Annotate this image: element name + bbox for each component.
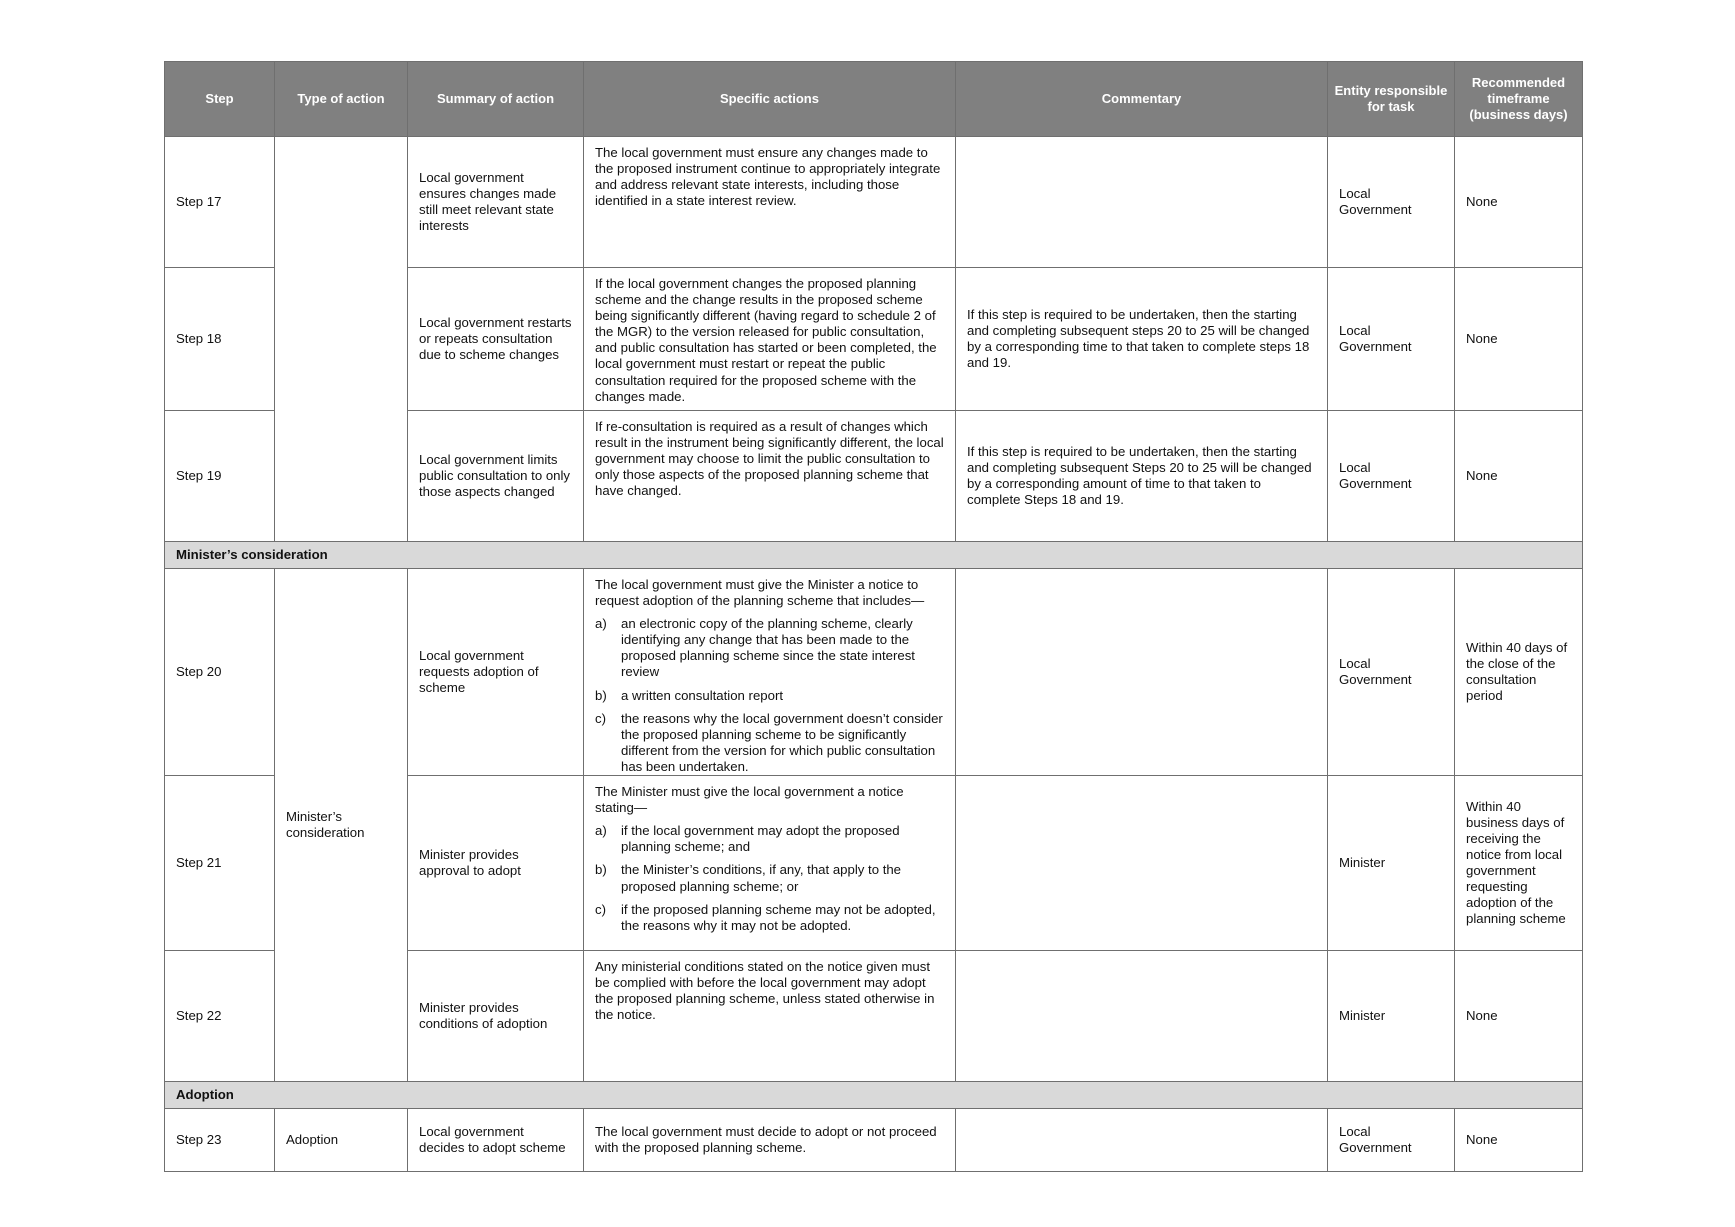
specific-list xyxy=(595,823,944,934)
header-summary: Summary of action xyxy=(408,62,584,137)
step-cell: Step 23 xyxy=(165,1109,275,1172)
summary-cell: Local government ensures changes made still meet relevant state interests xyxy=(408,137,584,268)
step-cell: Step 17 xyxy=(165,137,275,268)
specific-list xyxy=(595,616,944,775)
list-label: a) xyxy=(595,616,607,632)
section-heading: Adoption xyxy=(165,1082,1583,1109)
timeframe-cell: None xyxy=(1455,411,1583,542)
commentary-cell xyxy=(956,776,1328,951)
entity-cell: Minister xyxy=(1328,951,1455,1082)
table-row xyxy=(165,137,1583,268)
list-label: c) xyxy=(595,710,606,726)
table-row xyxy=(165,569,1583,776)
commentary-cell xyxy=(956,569,1328,776)
type-of-action-cell: Adoption xyxy=(275,1109,408,1172)
list-item xyxy=(595,688,944,704)
entity-cell: Local Government xyxy=(1328,569,1455,776)
list-label: a) xyxy=(595,823,607,839)
section-row xyxy=(165,542,1583,569)
step-cell: Step 19 xyxy=(165,411,275,542)
summary-cell: Minister provides conditions of adoption xyxy=(408,951,584,1082)
header-specific-actions: Specific actions xyxy=(584,62,956,137)
summary-cell: Local government decides to adopt scheme xyxy=(408,1109,584,1172)
table-row xyxy=(165,1109,1583,1172)
planning-steps-table xyxy=(164,61,1583,1172)
timeframe-cell: None xyxy=(1455,951,1583,1082)
specific-intro: The Minister must give the local government a notice stating— xyxy=(595,784,904,816)
specific-actions-cell xyxy=(584,776,956,951)
type-of-action-cell xyxy=(275,137,408,542)
list-text: if the local government may adopt the proposed planning scheme; and xyxy=(621,823,900,855)
summary-cell: Local government restarts or repeats consultation due to scheme changes xyxy=(408,268,584,411)
type-of-action-cell: Minister’s consideration xyxy=(275,569,408,1082)
commentary-cell: If this step is required to be undertaken, then the starting and completing subsequent Steps 20 to 25 will be changed by a corresponding amount of time to that taken to complete Steps 18 and 19. xyxy=(956,411,1328,542)
entity-cell: Minister xyxy=(1328,776,1455,951)
commentary-cell xyxy=(956,1109,1328,1172)
timeframe-cell: None xyxy=(1455,137,1583,268)
step-cell: Step 22 xyxy=(165,951,275,1082)
section-heading: Minister’s consideration xyxy=(165,542,1583,569)
step-cell: Step 18 xyxy=(165,268,275,411)
summary-cell: Local government limits public consultation to only those aspects changed xyxy=(408,411,584,542)
summary-cell: Local government requests adoption of scheme xyxy=(408,569,584,776)
summary-cell: Minister provides approval to adopt xyxy=(408,776,584,951)
header-row xyxy=(165,62,1583,137)
specific-actions-cell: The local government must ensure any changes made to the proposed instrument continue to appropriately integrate and address relevant state interests, including those identified in a state interest review. xyxy=(584,137,956,268)
list-item xyxy=(595,862,944,894)
list-item xyxy=(595,711,944,775)
header-type-of-action: Type of action xyxy=(275,62,408,137)
list-label: b) xyxy=(595,862,607,878)
list-label: b) xyxy=(595,687,607,703)
specific-actions-cell: The local government must decide to adopt or not proceed with the proposed planning scheme. xyxy=(584,1109,956,1172)
list-text: a written consultation report xyxy=(621,687,783,703)
commentary-cell xyxy=(956,137,1328,268)
entity-cell: Local Government xyxy=(1328,411,1455,542)
entity-cell: Local Government xyxy=(1328,268,1455,411)
commentary-cell: If this step is required to be undertaken, then the starting and completing subsequent steps 20 to 25 will be changed by a corresponding time to that taken to complete steps 18 and 19. xyxy=(956,268,1328,411)
entity-cell: Local Government xyxy=(1328,1109,1455,1172)
timeframe-cell: Within 40 days of the close of the consultation period xyxy=(1455,569,1583,776)
commentary-cell xyxy=(956,951,1328,1082)
list-text: the reasons why the local government doesn’t consider the proposed planning scheme to be significantly different from the version for which public consultation has been undertaken. xyxy=(621,710,943,774)
step-cell: Step 20 xyxy=(165,569,275,776)
list-item xyxy=(595,823,944,855)
header-timeframe: Recommended timeframe (business days) xyxy=(1455,62,1583,137)
entity-cell: Local Government xyxy=(1328,137,1455,268)
specific-actions-cell: If the local government changes the proposed planning scheme and the change results in the proposed scheme being significantly different (having regard to schedule 2 of the MGR) to the version released for public consultation, and public consultation has started or been completed, the local government must restart or repeat the public consultation required for the proposed scheme with the changes made. xyxy=(584,268,956,411)
timeframe-cell: Within 40 business days of receiving the notice from local government requesting adoption of the planning scheme xyxy=(1455,776,1583,951)
specific-actions-cell: If re-consultation is required as a result of changes which result in the instrument being significantly different, the local government may choose to limit the public consultation to only those aspects of the proposed planning scheme that have changed. xyxy=(584,411,956,542)
specific-intro: The local government must give the Minister a notice to request adoption of the planning scheme that includes— xyxy=(595,577,925,609)
list-label: c) xyxy=(595,901,606,917)
list-text: an electronic copy of the planning scheme, clearly identifying any change that has been made to the proposed planning scheme since the state interest review xyxy=(621,616,915,680)
header-commentary: Commentary xyxy=(956,62,1328,137)
timeframe-cell: None xyxy=(1455,268,1583,411)
specific-actions-cell: Any ministerial conditions stated on the notice given must be complied with before the local government may adopt the proposed planning scheme, unless stated otherwise in the notice. xyxy=(584,951,956,1082)
header-entity: Entity responsible for task xyxy=(1328,62,1455,137)
section-row xyxy=(165,1082,1583,1109)
list-text: if the proposed planning scheme may not be adopted, the reasons why it may not be adopted. xyxy=(621,901,936,933)
timeframe-cell: None xyxy=(1455,1109,1583,1172)
list-text: the Minister’s conditions, if any, that apply to the proposed planning scheme; or xyxy=(621,862,902,894)
header-step: Step xyxy=(165,62,275,137)
specific-actions-cell xyxy=(584,569,956,776)
list-item xyxy=(595,616,944,680)
list-item xyxy=(595,902,944,934)
step-cell: Step 21 xyxy=(165,776,275,951)
